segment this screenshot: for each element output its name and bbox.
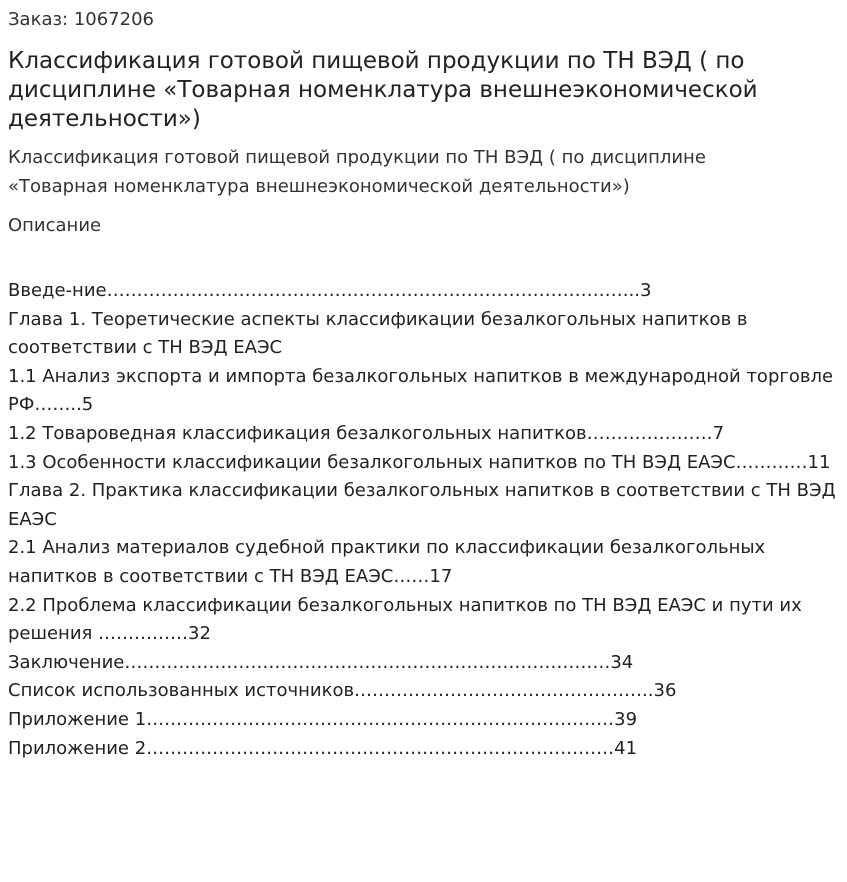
table-of-contents [8,277,840,763]
toc-item-appendix-1: Приложение 1……………………………………………………………………39 [8,708,638,730]
document-title: Классификация готовой пищевой продукции по ТН ВЭД ( по дисциплине «Товарная номенклатура внешнеэкономической деятельности») [8,48,758,132]
order-number: Заказ: 1067206 [8,9,154,30]
toc-item-references: Список использованных источников…………………………………………..36 [8,680,677,702]
toc-item-appendix-2: Приложение 2……………………………………………………………………41 [8,737,638,759]
toc-item-1-3: 1.3 Особенности классификации безалкогольных напитков по ТН ВЭД ЕАЭС…………11 [8,451,831,473]
toc-item-conclusion: Заключение………………………………………………………………………34 [8,651,634,673]
toc-item-introduction: Введе-ние……………………………………………………………………………..3 [8,280,652,301]
toc-item-chapter-2: Глава 2. Практика классификации безалкогольных напитков в соответствии с ТН ВЭД ЕАЭС [8,480,836,530]
toc-item-1-2: 1.2 Товароведная классификация безалкогольных напитков…………………7 [8,422,725,444]
toc-item-chapter-1: Глава 1. Теоретические аспекты классификации безалкогольных напитков в соответствии с ТН ВЭД ЕАЭС [8,308,748,359]
description-heading: Описание [8,215,102,236]
document-subtitle: Классификация готовой пищевой продукции по ТН ВЭД ( по дисциплине «Товарная номенклатура внешнеэкономической деятельности») [8,147,706,197]
toc-item-2-2: 2.2 Проблема классификации безалкогольных напитков по ТН ВЭД ЕАЭС и пути их решения ……………32 [8,594,802,645]
toc-item-1-1: 1.1 Анализ экспорта и импорта безалкогольных напитков в международной торговле РФ……..5 [8,365,834,416]
toc-item-2-1: 2.1 Анализ материалов судебной практики по классификации безалкогольных напитков в соответствии с ТН ВЭД ЕАЭС……17 [8,537,766,587]
